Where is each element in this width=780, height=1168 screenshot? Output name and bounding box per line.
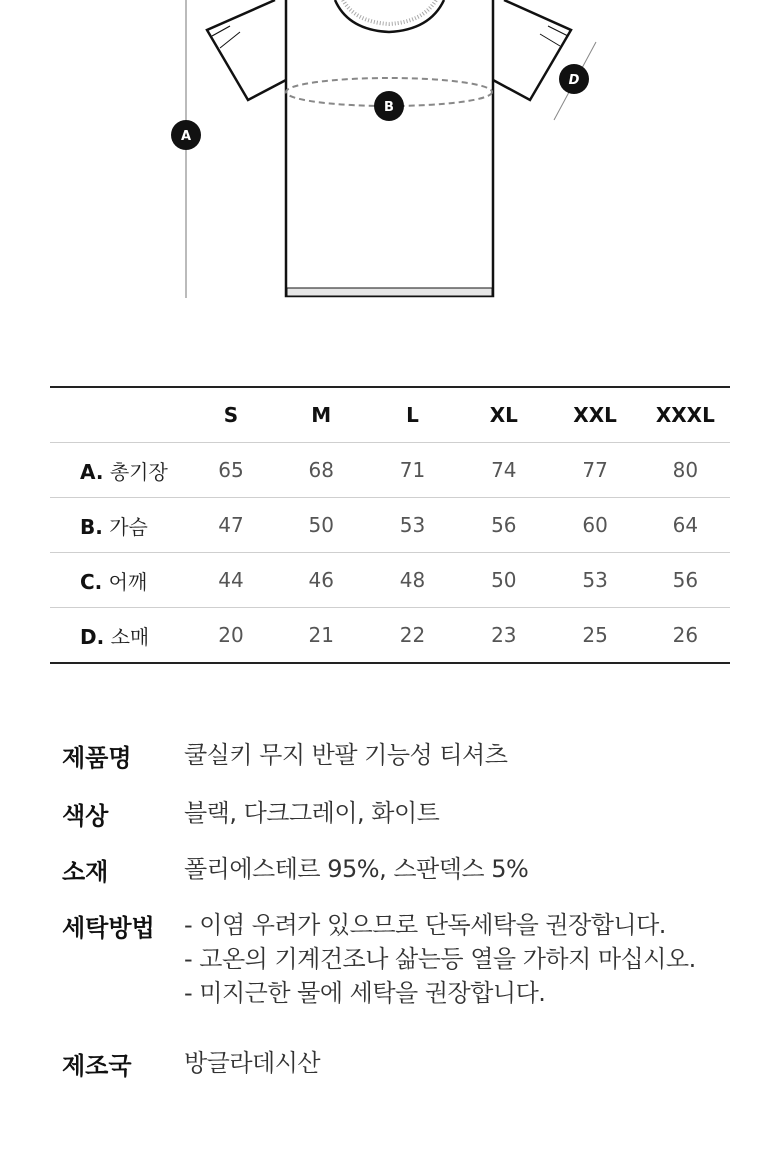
marker-d: [559, 64, 589, 94]
table-row: [50, 608, 730, 664]
info-product-name: [62, 738, 696, 796]
size-header-xl: XL: [489, 403, 518, 427]
svg-text:D: D: [568, 73, 580, 88]
size-header-s: S: [223, 403, 239, 427]
info-color: [62, 796, 696, 852]
marker-a: [171, 120, 201, 150]
table-cell: 64: [641, 498, 730, 553]
table-cell: 68: [276, 443, 367, 498]
table-cell: 56: [641, 553, 730, 608]
info-key: 소재: [62, 858, 109, 886]
table-cell: 74: [458, 443, 549, 498]
info-material: [62, 852, 696, 908]
table-cell: 26: [641, 608, 730, 664]
table-cell: 71: [367, 443, 458, 498]
washing-line: - 이염 우려가 있으므로 단독세탁을 권장합니다.: [184, 911, 666, 939]
row-label: D. 소매: [50, 608, 186, 664]
table-cell: 65: [186, 443, 275, 498]
row-label: C. 어깨: [50, 553, 186, 608]
table-row: [50, 553, 730, 608]
info-value: 방글라데시산: [184, 1049, 321, 1077]
svg-text:A: A: [180, 129, 192, 144]
info-key: 세탁방법: [62, 914, 155, 942]
table-row: [50, 498, 730, 553]
table-cell: 47: [186, 498, 275, 553]
table-cell: 21: [276, 608, 367, 664]
row-label: A. 총기장: [50, 443, 186, 498]
row-label: B. 가슴: [50, 498, 186, 553]
hem-band: [287, 288, 492, 296]
info-value: 쿨실키 무지 반팔 기능성 티셔츠: [184, 741, 508, 769]
right-sleeve: [493, 0, 571, 100]
table-cell: 20: [186, 608, 275, 664]
table-cell: 80: [641, 443, 730, 498]
product-info: [62, 738, 696, 1102]
table-cell: 50: [276, 498, 367, 553]
size-table: [50, 386, 730, 664]
svg-text:B: B: [384, 100, 394, 115]
size-header-blank: [50, 387, 186, 443]
table-cell: 23: [458, 608, 549, 664]
info-value: 블랙, 다크그레이, 화이트: [184, 799, 440, 827]
table-cell: 25: [549, 608, 640, 664]
info-origin: [62, 1046, 696, 1102]
info-value: 폴리에스테르 95%, 스판덱스 5%: [184, 855, 529, 883]
table-cell: 44: [186, 553, 275, 608]
info-key: 색상: [62, 802, 109, 830]
tshirt-outline: [286, 0, 493, 296]
washing-line: - 고온의 기계건조나 삶는등 열을 가하지 마십시오.: [184, 945, 696, 973]
table-cell: 50: [458, 553, 549, 608]
info-key: 제조국: [62, 1052, 132, 1080]
table-cell: 77: [549, 443, 640, 498]
size-header-row: [50, 387, 730, 443]
table-cell: 60: [549, 498, 640, 553]
table-cell: 22: [367, 608, 458, 664]
collar: [335, 0, 444, 32]
marker-b: [374, 91, 404, 121]
table-cell: 56: [458, 498, 549, 553]
washing-line: - 미지근한 물에 세탁을 권장합니다.: [184, 979, 546, 1007]
tshirt-measurement-diagram: [0, 0, 780, 320]
size-header-l: L: [406, 403, 419, 427]
table-cell: 53: [549, 553, 640, 608]
left-sleeve: [207, 0, 286, 100]
table-cell: 53: [367, 498, 458, 553]
size-header-xxxl: XXXL: [655, 403, 715, 427]
info-washing: [62, 908, 696, 1046]
table-row: [50, 443, 730, 498]
table-cell: 46: [276, 553, 367, 608]
info-key: 제품명: [62, 744, 132, 772]
size-header-m: M: [311, 403, 332, 427]
table-cell: 48: [367, 553, 458, 608]
size-header-xxl: XXL: [573, 403, 617, 427]
info-value: [184, 908, 696, 1010]
